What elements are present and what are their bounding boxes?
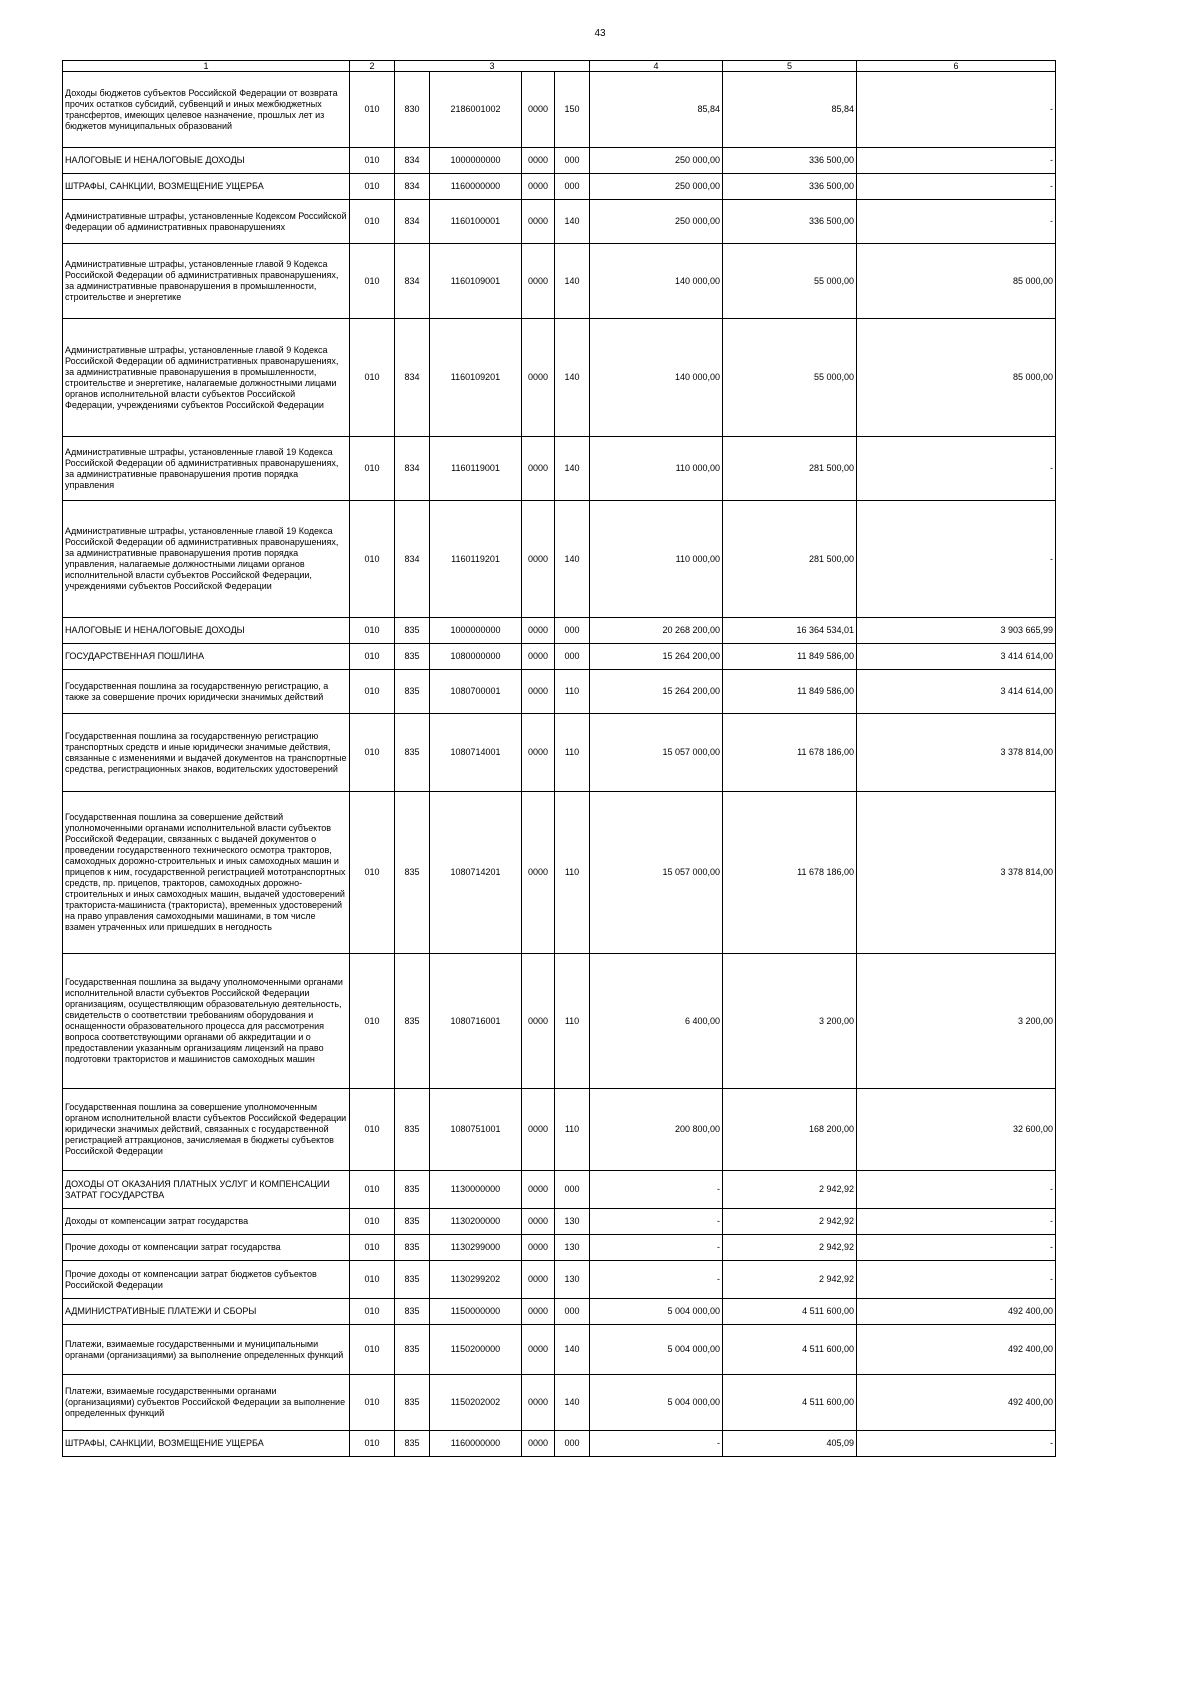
value-col-5: 11 678 186,00 [723,714,857,792]
code-kosgu-cell: 110 [555,714,590,792]
value-col-4: - [590,1209,723,1235]
table-row [63,244,1056,319]
value-col-4: 110 000,00 [590,501,723,618]
row-name-cell: Платежи, взимаемые государственными органами (организациями) субъектов Российской Федерации за выполнение определенных функций [63,1375,350,1431]
code-kbk-cell: 1160000000 [430,1431,522,1457]
code-kosgu-cell: 140 [555,437,590,501]
value-col-4: 140 000,00 [590,319,723,437]
table-row [63,1209,1056,1235]
code-kosgu-cell: 000 [555,148,590,174]
value-col-5: 85,84 [723,72,857,148]
value-col-4: 5 004 000,00 [590,1375,723,1431]
code-kosgu-cell: 000 [555,644,590,670]
code-kbk-cell: 1150202002 [430,1375,522,1431]
table-row [63,72,1056,148]
value-col-6: 3 414 614,00 [857,670,1056,714]
value-col-5: 281 500,00 [723,501,857,618]
value-col-6: - [857,1431,1056,1457]
value-col-4: 85,84 [590,72,723,148]
value-col-4: - [590,1171,723,1209]
code-kbk-cell: 1150000000 [430,1299,522,1325]
code-admin-cell: 835 [395,644,430,670]
code-2-cell: 010 [350,954,395,1089]
table-row [63,1235,1056,1261]
row-name-cell: ШТРАФЫ, САНКЦИИ, ВОЗМЕЩЕНИЕ УЩЕРБА [63,174,350,200]
row-name-cell: НАЛОГОВЫЕ И НЕНАЛОГОВЫЕ ДОХОДЫ [63,618,350,644]
code-admin-cell: 835 [395,792,430,954]
header-col-3: 3 [395,61,590,72]
code-2-cell: 010 [350,644,395,670]
code-sub-cell: 0000 [522,148,555,174]
table-row [63,174,1056,200]
value-col-6: - [857,72,1056,148]
code-sub-cell: 0000 [522,1299,555,1325]
code-2-cell: 010 [350,244,395,319]
code-kosgu-cell: 000 [555,174,590,200]
code-sub-cell: 0000 [522,501,555,618]
header-row [63,61,1056,72]
value-col-5: 11 849 586,00 [723,644,857,670]
code-admin-cell: 834 [395,174,430,200]
row-name-cell: Прочие доходы от компенсации затрат государства [63,1235,350,1261]
value-col-5: 2 942,92 [723,1261,857,1299]
code-sub-cell: 0000 [522,954,555,1089]
value-col-6: 3 200,00 [857,954,1056,1089]
code-2-cell: 010 [350,319,395,437]
row-name-cell: Доходы бюджетов субъектов Российской Федерации от возврата прочих остатков субсидий, субвенций и иных межбюджетных трансфертов, имеющих целевое назначение, прошлых лет из бюджетов муниципальных образований [63,72,350,148]
table-row [63,714,1056,792]
row-name-cell: АДМИНИСТРАТИВНЫЕ ПЛАТЕЖИ И СБОРЫ [63,1299,350,1325]
table-row [63,954,1056,1089]
code-kosgu-cell: 110 [555,954,590,1089]
code-sub-cell: 0000 [522,319,555,437]
value-col-6: 3 414 614,00 [857,644,1056,670]
value-col-6: 3 903 665,99 [857,618,1056,644]
value-col-5: 2 942,92 [723,1235,857,1261]
value-col-4: 15 264 200,00 [590,644,723,670]
code-kbk-cell: 2186001002 [430,72,522,148]
code-kosgu-cell: 150 [555,72,590,148]
code-kbk-cell: 1160100001 [430,200,522,244]
code-2-cell: 010 [350,148,395,174]
row-name-cell: Административные штрафы, установленные главой 9 Кодекса Российской Федерации об административных правонарушениях, за административные правонарушения в промышленности, строительстве и энергетике [63,244,350,319]
code-kosgu-cell: 140 [555,200,590,244]
code-sub-cell: 0000 [522,200,555,244]
value-col-6: 85 000,00 [857,244,1056,319]
header-col-4: 4 [590,61,723,72]
table-row [63,1299,1056,1325]
code-kosgu-cell: 130 [555,1261,590,1299]
value-col-5: 168 200,00 [723,1089,857,1171]
table-row [63,501,1056,618]
code-sub-cell: 0000 [522,174,555,200]
row-name-cell: Государственная пошлина за совершение действий уполномоченными органами исполнительной власти субъектов Российской Федерации, связанных с выдачей документов о проведении государственного технического осмотра тракторов, самоходных дорожно-строительных и иных самоходных машин и прицепов к ним, государственной регистрацией мототранспортных средств, пр. прицепов, тракторов, самоходных дорожно-строительных и иных самоходных машин, выдачей удостоверений тракториста-машиниста (тракториста), временных удостоверений на право управления самоходными машинами, в том числе взамен утраченных или пришедших в негодность [63,792,350,954]
value-col-6: 492 400,00 [857,1299,1056,1325]
code-2-cell: 010 [350,174,395,200]
value-col-5: 2 942,92 [723,1171,857,1209]
value-col-4: 250 000,00 [590,174,723,200]
code-kbk-cell: 1150200000 [430,1325,522,1375]
value-col-5: 55 000,00 [723,319,857,437]
code-admin-cell: 835 [395,1209,430,1235]
code-2-cell: 010 [350,1171,395,1209]
code-kbk-cell: 1000000000 [430,148,522,174]
value-col-4: 20 268 200,00 [590,618,723,644]
value-col-4: 6 400,00 [590,954,723,1089]
row-name-cell: Административные штрафы, установленные главой 19 Кодекса Российской Федерации об административных правонарушениях, за административные правонарушения против порядка управления [63,437,350,501]
value-col-5: 3 200,00 [723,954,857,1089]
value-col-4: 15 264 200,00 [590,670,723,714]
table-row [63,1261,1056,1299]
row-name-cell: Платежи, взимаемые государственными и муниципальными органами (организациями) за выполнение определенных функций [63,1325,350,1375]
code-kosgu-cell: 110 [555,1089,590,1171]
code-kosgu-cell: 000 [555,618,590,644]
value-col-6: - [857,174,1056,200]
row-name-cell: Доходы от компенсации затрат государства [63,1209,350,1235]
code-kosgu-cell: 110 [555,792,590,954]
table-row [63,670,1056,714]
code-admin-cell: 834 [395,319,430,437]
code-sub-cell: 0000 [522,244,555,319]
row-name-cell: ДОХОДЫ ОТ ОКАЗАНИЯ ПЛАТНЫХ УСЛУГ И КОМПЕНСАЦИИ ЗАТРАТ ГОСУДАРСТВА [63,1171,350,1209]
code-kosgu-cell: 110 [555,670,590,714]
code-sub-cell: 0000 [522,1209,555,1235]
code-admin-cell: 834 [395,501,430,618]
value-col-4: 200 800,00 [590,1089,723,1171]
table-row [63,644,1056,670]
code-sub-cell: 0000 [522,1375,555,1431]
table-row [63,148,1056,174]
page-number: 43 [594,28,606,39]
value-col-6: 32 600,00 [857,1089,1056,1171]
value-col-5: 4 511 600,00 [723,1375,857,1431]
code-2-cell: 010 [350,1431,395,1457]
code-kosgu-cell: 130 [555,1235,590,1261]
code-sub-cell: 0000 [522,714,555,792]
code-sub-cell: 0000 [522,618,555,644]
value-col-6: 492 400,00 [857,1375,1056,1431]
value-col-5: 336 500,00 [723,174,857,200]
code-admin-cell: 835 [395,670,430,714]
code-kosgu-cell: 000 [555,1431,590,1457]
budget-income-table [62,60,1056,1457]
code-2-cell: 010 [350,1299,395,1325]
value-col-6: - [857,1209,1056,1235]
code-sub-cell: 0000 [522,1171,555,1209]
code-sub-cell: 0000 [522,792,555,954]
value-col-4: - [590,1235,723,1261]
code-kosgu-cell: 140 [555,1325,590,1375]
row-name-cell: Административные штрафы, установленные главой 9 Кодекса Российской Федерации об административных правонарушениях, за административные правонарушения в промышленности, строительстве и энергетике, налагаемые должностными лицами органов исполнительной власти субъектов Российской Федерации, учреждениями субъектов Российской Федерации [63,319,350,437]
row-name-cell: Административные штрафы, установленные Кодексом Российской Федерации об административных правонарушениях [63,200,350,244]
code-kosgu-cell: 000 [555,1171,590,1209]
code-2-cell: 010 [350,200,395,244]
code-admin-cell: 835 [395,1375,430,1431]
row-name-cell: ШТРАФЫ, САНКЦИИ, ВОЗМЕЩЕНИЕ УЩЕРБА [63,1431,350,1457]
code-2-cell: 010 [350,1325,395,1375]
code-2-cell: 010 [350,670,395,714]
value-col-6: - [857,1235,1056,1261]
code-admin-cell: 835 [395,1431,430,1457]
table-row [63,1325,1056,1375]
table-row [63,319,1056,437]
value-col-5: 11 849 586,00 [723,670,857,714]
code-kbk-cell: 1160000000 [430,174,522,200]
row-name-cell: Государственная пошлина за государственную регистрацию, а также за совершение прочих юридически значимых действий [63,670,350,714]
code-2-cell: 010 [350,714,395,792]
code-admin-cell: 835 [395,1325,430,1375]
code-sub-cell: 0000 [522,1261,555,1299]
code-2-cell: 010 [350,1375,395,1431]
code-admin-cell: 835 [395,1235,430,1261]
code-2-cell: 010 [350,1089,395,1171]
code-sub-cell: 0000 [522,1431,555,1457]
value-col-6: - [857,148,1056,174]
code-sub-cell: 0000 [522,72,555,148]
code-2-cell: 010 [350,437,395,501]
table-row [63,1431,1056,1457]
value-col-4: 15 057 000,00 [590,714,723,792]
code-admin-cell: 834 [395,200,430,244]
value-col-6: 492 400,00 [857,1325,1056,1375]
code-kbk-cell: 1080716001 [430,954,522,1089]
code-admin-cell: 834 [395,244,430,319]
row-name-cell: НАЛОГОВЫЕ И НЕНАЛОГОВЫЕ ДОХОДЫ [63,148,350,174]
code-kbk-cell: 1080714201 [430,792,522,954]
code-kosgu-cell: 140 [555,501,590,618]
table-row [63,1089,1056,1171]
header-col-6: 6 [857,61,1056,72]
code-2-cell: 010 [350,792,395,954]
code-kbk-cell: 1130200000 [430,1209,522,1235]
code-kbk-cell: 1080700001 [430,670,522,714]
code-kbk-cell: 1000000000 [430,618,522,644]
header-col-1: 1 [63,61,350,72]
row-name-cell: Государственная пошлина за совершение уполномоченным органом исполнительной власти субъектов Российской Федерации юридически значимых действий, связанных с государственной регистрацией аттракционов, зачисляемая в бюджеты субъектов Российской Федерации [63,1089,350,1171]
code-kosgu-cell: 130 [555,1209,590,1235]
code-2-cell: 010 [350,72,395,148]
header-col-2: 2 [350,61,395,72]
code-kosgu-cell: 140 [555,319,590,437]
row-name-cell: Государственная пошлина за выдачу уполномоченными органами исполнительной власти субъектов Российской Федерации организациям, осуществляющим образовательную деятельность, свидетельств о соответствии требованиям оборудования и оснащенности образовательного процесса для рассмотрения вопроса соответствующими органами об аккредитации и о предоставлении указанным организациям лицензий на право подготовки трактористов и машинистов самоходных машин [63,954,350,1089]
row-name-cell: Государственная пошлина за государственную регистрацию транспортных средств и иные юридически значимые действия, связанные с изменениями и выдачей документов на транспортные средства, регистрационных знаков, водительских удостоверений [63,714,350,792]
value-col-5: 281 500,00 [723,437,857,501]
value-col-5: 55 000,00 [723,244,857,319]
code-kbk-cell: 1080000000 [430,644,522,670]
code-sub-cell: 0000 [522,1235,555,1261]
table-row [63,792,1056,954]
code-admin-cell: 835 [395,1171,430,1209]
code-kbk-cell: 1080714001 [430,714,522,792]
value-col-6: - [857,437,1056,501]
code-sub-cell: 0000 [522,1089,555,1171]
value-col-4: 5 004 000,00 [590,1325,723,1375]
code-kbk-cell: 1130299202 [430,1261,522,1299]
code-kbk-cell: 1130000000 [430,1171,522,1209]
code-admin-cell: 835 [395,714,430,792]
value-col-5: 405,09 [723,1431,857,1457]
value-col-4: 250 000,00 [590,200,723,244]
code-admin-cell: 835 [395,954,430,1089]
value-col-6: - [857,1171,1056,1209]
value-col-5: 16 364 534,01 [723,618,857,644]
value-col-5: 336 500,00 [723,148,857,174]
header-col-5: 5 [723,61,857,72]
code-admin-cell: 835 [395,1299,430,1325]
code-sub-cell: 0000 [522,644,555,670]
code-kbk-cell: 1130299000 [430,1235,522,1261]
code-sub-cell: 0000 [522,1325,555,1375]
row-name-cell: ГОСУДАРСТВЕННАЯ ПОШЛИНА [63,644,350,670]
value-col-5: 4 511 600,00 [723,1299,857,1325]
value-col-4: 140 000,00 [590,244,723,319]
value-col-5: 2 942,92 [723,1209,857,1235]
code-kbk-cell: 1080751001 [430,1089,522,1171]
code-admin-cell: 834 [395,148,430,174]
code-admin-cell: 835 [395,1089,430,1171]
code-sub-cell: 0000 [522,437,555,501]
code-admin-cell: 830 [395,72,430,148]
value-col-6: - [857,200,1056,244]
code-kosgu-cell: 140 [555,244,590,319]
row-name-cell: Прочие доходы от компенсации затрат бюджетов субъектов Российской Федерации [63,1261,350,1299]
value-col-4: 5 004 000,00 [590,1299,723,1325]
value-col-5: 11 678 186,00 [723,792,857,954]
table-row [63,618,1056,644]
value-col-5: 336 500,00 [723,200,857,244]
code-2-cell: 010 [350,1261,395,1299]
code-kbk-cell: 1160109201 [430,319,522,437]
code-sub-cell: 0000 [522,670,555,714]
value-col-4: - [590,1261,723,1299]
code-kbk-cell: 1160119201 [430,501,522,618]
code-admin-cell: 834 [395,437,430,501]
row-name-cell: Административные штрафы, установленные главой 19 Кодекса Российской Федерации об административных правонарушениях, за административные правонарушения против порядка управления, налагаемые должностными лицами органов исполнительной власти субъектов Российской Федерации, учреждениями субъектов Российской Федерации [63,501,350,618]
code-kosgu-cell: 140 [555,1375,590,1431]
table-row [63,1375,1056,1431]
code-2-cell: 010 [350,618,395,644]
code-kosgu-cell: 000 [555,1299,590,1325]
code-2-cell: 010 [350,1235,395,1261]
value-col-6: 3 378 814,00 [857,792,1056,954]
code-kbk-cell: 1160109001 [430,244,522,319]
value-col-4: 15 057 000,00 [590,792,723,954]
value-col-4: 110 000,00 [590,437,723,501]
table-row [63,1171,1056,1209]
value-col-6: 3 378 814,00 [857,714,1056,792]
value-col-6: - [857,1261,1056,1299]
table-row [63,200,1056,244]
value-col-6: 85 000,00 [857,319,1056,437]
code-2-cell: 010 [350,1209,395,1235]
code-2-cell: 010 [350,501,395,618]
code-admin-cell: 835 [395,618,430,644]
code-admin-cell: 835 [395,1261,430,1299]
value-col-4: 250 000,00 [590,148,723,174]
value-col-6: - [857,501,1056,618]
table-row [63,437,1056,501]
value-col-4: - [590,1431,723,1457]
value-col-5: 4 511 600,00 [723,1325,857,1375]
code-kbk-cell: 1160119001 [430,437,522,501]
